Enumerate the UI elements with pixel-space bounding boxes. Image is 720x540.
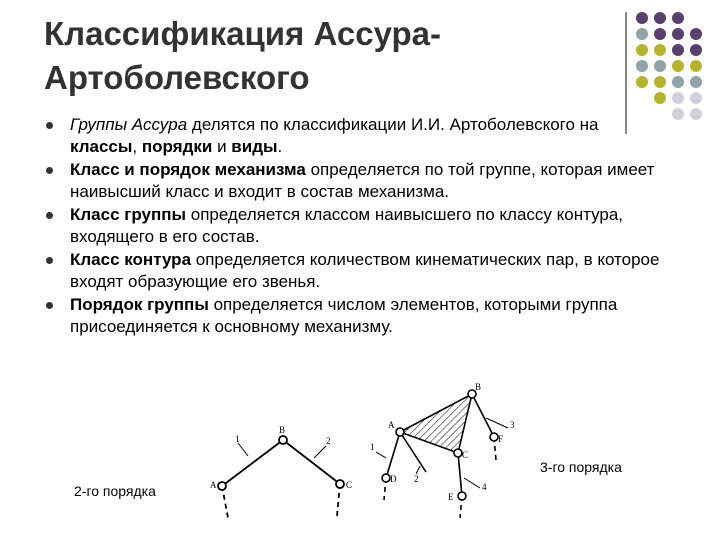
bullet-dot-icon [46,212,53,219]
decorative-dot [636,76,648,88]
joint-d-right [382,474,390,482]
third-order-group-drawing [376,390,508,518]
bullet-item [44,204,664,248]
bullet-text-segment: определяется количеством кинематических пар, в которое входят образующие его звенья. [70,250,660,291]
joint-b [279,436,287,444]
label-joint-e-right: E [448,492,454,502]
bullet-dot-icon [46,302,53,309]
label-link-3-right: 3 [510,420,515,430]
slide-title [44,12,604,100]
bullet-item [44,114,664,158]
decorative-dot [672,28,684,40]
bullet-text-segment: определяется по той группе, которая имеет наивысший класс и входит в состав механизма. [70,160,655,201]
decorative-dot [654,28,666,40]
bullet-text-segment: Группы Ассура [70,115,188,134]
link-3-line-right [472,394,494,437]
decorative-dot [636,28,648,40]
bullet-text-segment: делятся по классификации И.И. Артоболевского на [187,115,599,134]
decorative-dot [654,92,666,104]
label-link-2-right: 2 [414,474,419,484]
decorative-dot [672,92,684,104]
leader-2 [314,446,326,458]
decorative-dot [672,60,684,72]
decorative-dot [690,28,702,40]
bullet-text-segment: Класс группы [70,205,187,224]
label-joint-c-right: C [462,450,469,460]
decorative-dot [690,108,702,120]
joint-c-right [454,449,462,457]
bullet-dot-icon [46,122,53,129]
decorative-dot [672,12,684,24]
bullet-text-segment: , [132,137,142,156]
joint-e-right [458,492,466,500]
label-link-1-right: 1 [370,442,375,452]
decorative-dot [672,76,684,88]
label-joint-a: A [210,480,217,490]
decorative-dot [654,44,666,56]
bullet-item [44,294,664,338]
bullet-text-segment: виды [231,137,278,156]
label-joint-b-right: B [475,382,482,392]
link-1-line [222,440,283,486]
leader-2-right [416,466,420,474]
decorative-dot [636,44,648,56]
bullet-text-segment: определяется числом элементов, которыми группа присоединяется к основному механизму. [70,295,618,336]
caption-second-order: 2-го порядка [74,483,156,499]
title-line-2: Артоболевского [44,59,310,96]
bullet-text-segment: и [212,137,232,156]
label-joint-c: C [346,480,353,490]
decorative-dot [690,92,702,104]
bullet-text-segment: порядки [141,137,213,156]
leader-1 [238,443,248,456]
second-order-group-drawing [218,436,344,518]
bullet-dot-icon [46,167,53,174]
bullet-text-segment: Класс контура [70,250,192,269]
label-link-2: 2 [326,436,331,446]
decorative-dot [690,76,702,88]
link-1-line-right [386,432,400,478]
bullet-text-segment: Класс и порядок механизма [70,160,306,179]
decorative-dot [654,60,666,72]
decorative-dot [672,44,684,56]
bullet-text-segment: Порядок группы [70,295,209,314]
decorative-dot [690,60,702,72]
joint-a [218,482,226,490]
decorative-dot [636,60,648,72]
joint-f-right [490,433,498,441]
decorative-dot [672,108,684,120]
bullet-list [44,114,664,338]
label-joint-f-right: F [498,434,504,444]
bullet-text-segment: классы [70,137,133,156]
label-joint-a-right: A [388,420,395,430]
decorative-dot [636,12,648,24]
decorative-dot [654,12,666,24]
hatched-triangular-link [400,394,472,453]
leader-1-right [376,452,386,458]
assur-groups-diagram [190,378,530,528]
label-joint-d-right: D [390,474,397,484]
joint-a-right [396,428,404,436]
bullet-text-segment: . [277,137,283,156]
bullet-item [44,159,664,203]
link-2-line [283,440,340,484]
bullet-text-segment: определяется классом наивысшего по классу контура, входящего в его состав. [70,205,624,246]
bullet-dot-icon [46,257,53,264]
label-link-4-right: 4 [482,482,487,492]
title-line-1: Классификация Ассура- [44,15,441,52]
decorative-dot [654,76,666,88]
label-link-1: 1 [235,434,240,444]
label-joint-b: B [279,425,286,435]
bullet-item [44,249,664,293]
decorative-dot [690,44,702,56]
caption-third-order: 3-го порядка [540,459,622,475]
leader-4-right [464,478,480,488]
joint-c [336,480,344,488]
